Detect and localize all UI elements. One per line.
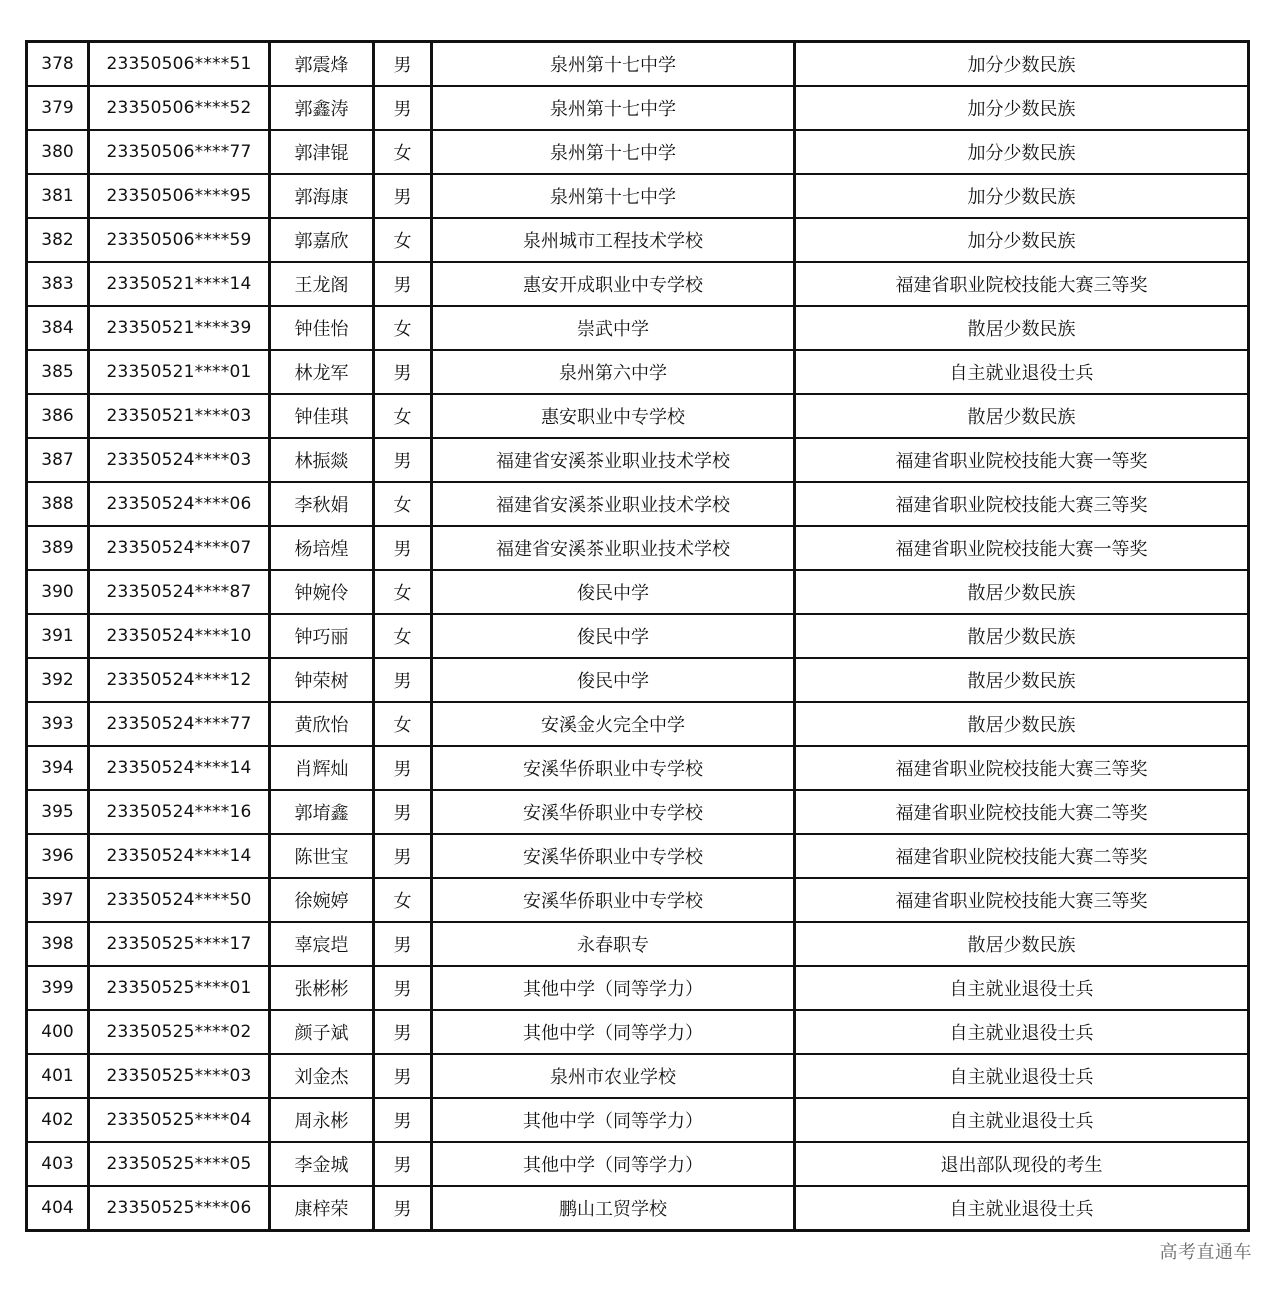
candidate-id-cell: 23350525****03: [89, 1054, 270, 1098]
school-name-cell: 崇武中学: [432, 306, 795, 350]
gender-cell: 男: [374, 350, 432, 394]
row-number-cell: 386: [27, 394, 89, 438]
student-name-cell: 颜子斌: [270, 1010, 374, 1054]
candidate-id-cell: 23350524****77: [89, 702, 270, 746]
gender-cell: 男: [374, 1142, 432, 1186]
student-name-cell: 郭震烽: [270, 42, 374, 87]
row-number-cell: 384: [27, 306, 89, 350]
student-name-cell: 郭津锟: [270, 130, 374, 174]
school-name-cell: 安溪华侨职业中专学校: [432, 834, 795, 878]
student-name-cell: 林龙军: [270, 350, 374, 394]
bonus-category-cell: 散居少数民族: [795, 702, 1249, 746]
candidate-id-cell: 23350521****01: [89, 350, 270, 394]
gender-cell: 男: [374, 834, 432, 878]
table-row: [27, 350, 1249, 394]
school-name-cell: 安溪金火完全中学: [432, 702, 795, 746]
gender-cell: 女: [374, 614, 432, 658]
bonus-category-cell: 散居少数民族: [795, 570, 1249, 614]
table-row: [27, 878, 1249, 922]
candidate-id-cell: 23350506****95: [89, 174, 270, 218]
student-name-cell: 康梓荣: [270, 1186, 374, 1231]
candidate-id-cell: 23350521****03: [89, 394, 270, 438]
row-number-cell: 379: [27, 86, 89, 130]
table-row: [27, 790, 1249, 834]
candidate-id-cell: 23350524****14: [89, 834, 270, 878]
bonus-category-cell: 加分少数民族: [795, 174, 1249, 218]
school-name-cell: 其他中学（同等学力）: [432, 1142, 795, 1186]
gender-cell: 男: [374, 658, 432, 702]
bonus-category-cell: 福建省职业院校技能大赛三等奖: [795, 262, 1249, 306]
row-number-cell: 380: [27, 130, 89, 174]
table-row: [27, 42, 1249, 87]
bonus-category-cell: 散居少数民族: [795, 614, 1249, 658]
gender-cell: 男: [374, 526, 432, 570]
table-row: [27, 966, 1249, 1010]
table-row: [27, 86, 1249, 130]
table-row: [27, 218, 1249, 262]
gender-cell: 男: [374, 1054, 432, 1098]
bonus-category-cell: 福建省职业院校技能大赛一等奖: [795, 526, 1249, 570]
school-name-cell: 永春职专: [432, 922, 795, 966]
student-name-cell: 周永彬: [270, 1098, 374, 1142]
candidate-id-cell: 23350524****07: [89, 526, 270, 570]
student-name-cell: 肖辉灿: [270, 746, 374, 790]
table-body: [27, 42, 1249, 1231]
student-list-table: [25, 40, 1250, 1232]
student-name-cell: 王龙阁: [270, 262, 374, 306]
table-row: [27, 1098, 1249, 1142]
school-name-cell: 泉州第六中学: [432, 350, 795, 394]
bonus-category-cell: 加分少数民族: [795, 86, 1249, 130]
gender-cell: 女: [374, 570, 432, 614]
school-name-cell: 安溪华侨职业中专学校: [432, 878, 795, 922]
candidate-id-cell: 23350506****77: [89, 130, 270, 174]
school-name-cell: 其他中学（同等学力）: [432, 1098, 795, 1142]
bonus-category-cell: 福建省职业院校技能大赛二等奖: [795, 790, 1249, 834]
school-name-cell: 泉州第十七中学: [432, 130, 795, 174]
table-row: [27, 438, 1249, 482]
school-name-cell: 泉州市农业学校: [432, 1054, 795, 1098]
candidate-id-cell: 23350524****12: [89, 658, 270, 702]
candidate-id-cell: 23350525****06: [89, 1186, 270, 1231]
table-row: [27, 526, 1249, 570]
table-row: [27, 922, 1249, 966]
table-row: [27, 262, 1249, 306]
row-number-cell: 397: [27, 878, 89, 922]
candidate-id-cell: 23350524****06: [89, 482, 270, 526]
gender-cell: 男: [374, 790, 432, 834]
school-name-cell: 泉州城市工程技术学校: [432, 218, 795, 262]
school-name-cell: 泉州第十七中学: [432, 86, 795, 130]
school-name-cell: 俊民中学: [432, 614, 795, 658]
table-row: [27, 1010, 1249, 1054]
bonus-category-cell: 加分少数民族: [795, 130, 1249, 174]
student-name-cell: 郭海康: [270, 174, 374, 218]
table-row: [27, 658, 1249, 702]
table-row: [27, 746, 1249, 790]
row-number-cell: 389: [27, 526, 89, 570]
bonus-category-cell: 退出部队现役的考生: [795, 1142, 1249, 1186]
row-number-cell: 393: [27, 702, 89, 746]
candidate-id-cell: 23350506****52: [89, 86, 270, 130]
student-name-cell: 黄欣怡: [270, 702, 374, 746]
table-row: [27, 614, 1249, 658]
row-number-cell: 382: [27, 218, 89, 262]
school-name-cell: 俊民中学: [432, 658, 795, 702]
candidate-id-cell: 23350524****10: [89, 614, 270, 658]
table-row: [27, 130, 1249, 174]
candidate-id-cell: 23350506****51: [89, 42, 270, 87]
school-name-cell: 俊民中学: [432, 570, 795, 614]
school-name-cell: 惠安开成职业中专学校: [432, 262, 795, 306]
gender-cell: 男: [374, 966, 432, 1010]
candidate-id-cell: 23350524****03: [89, 438, 270, 482]
school-name-cell: 福建省安溪茶业职业技术学校: [432, 438, 795, 482]
school-name-cell: 其他中学（同等学力）: [432, 1010, 795, 1054]
gender-cell: 男: [374, 1186, 432, 1231]
gender-cell: 女: [374, 878, 432, 922]
bonus-category-cell: 加分少数民族: [795, 42, 1249, 87]
gender-cell: 男: [374, 174, 432, 218]
student-name-cell: 林振燚: [270, 438, 374, 482]
row-number-cell: 399: [27, 966, 89, 1010]
student-name-cell: 张彬彬: [270, 966, 374, 1010]
gender-cell: 男: [374, 86, 432, 130]
school-name-cell: 其他中学（同等学力）: [432, 966, 795, 1010]
table-row: [27, 174, 1249, 218]
gender-cell: 女: [374, 482, 432, 526]
school-name-cell: 福建省安溪茶业职业技术学校: [432, 482, 795, 526]
gender-cell: 男: [374, 438, 432, 482]
row-number-cell: 396: [27, 834, 89, 878]
bonus-category-cell: 加分少数民族: [795, 218, 1249, 262]
school-name-cell: 福建省安溪茶业职业技术学校: [432, 526, 795, 570]
bonus-category-cell: 散居少数民族: [795, 658, 1249, 702]
row-number-cell: 398: [27, 922, 89, 966]
row-number-cell: 404: [27, 1186, 89, 1231]
bonus-category-cell: 福建省职业院校技能大赛三等奖: [795, 482, 1249, 526]
student-name-cell: 钟巧丽: [270, 614, 374, 658]
table-row: [27, 1186, 1249, 1231]
school-name-cell: 惠安职业中专学校: [432, 394, 795, 438]
row-number-cell: 394: [27, 746, 89, 790]
bonus-category-cell: 福建省职业院校技能大赛三等奖: [795, 746, 1249, 790]
candidate-id-cell: 23350506****59: [89, 218, 270, 262]
table-row: [27, 570, 1249, 614]
school-name-cell: 泉州第十七中学: [432, 174, 795, 218]
bonus-category-cell: 福建省职业院校技能大赛二等奖: [795, 834, 1249, 878]
table-row: [27, 834, 1249, 878]
row-number-cell: 391: [27, 614, 89, 658]
bonus-category-cell: 自主就业退役士兵: [795, 1010, 1249, 1054]
student-name-cell: 辜宸垲: [270, 922, 374, 966]
row-number-cell: 390: [27, 570, 89, 614]
row-number-cell: 383: [27, 262, 89, 306]
student-name-cell: 陈世宝: [270, 834, 374, 878]
row-number-cell: 387: [27, 438, 89, 482]
bonus-category-cell: 散居少数民族: [795, 306, 1249, 350]
student-name-cell: 刘金杰: [270, 1054, 374, 1098]
candidate-id-cell: 23350524****14: [89, 746, 270, 790]
candidate-id-cell: 23350524****16: [89, 790, 270, 834]
gender-cell: 男: [374, 262, 432, 306]
student-name-cell: 钟佳琪: [270, 394, 374, 438]
student-name-cell: 郭嘉欣: [270, 218, 374, 262]
gender-cell: 女: [374, 394, 432, 438]
candidate-id-cell: 23350525****02: [89, 1010, 270, 1054]
row-number-cell: 381: [27, 174, 89, 218]
candidate-id-cell: 23350524****87: [89, 570, 270, 614]
bonus-category-cell: 散居少数民族: [795, 922, 1249, 966]
gender-cell: 男: [374, 1010, 432, 1054]
gender-cell: 女: [374, 130, 432, 174]
gender-cell: 男: [374, 922, 432, 966]
student-name-cell: 钟荣树: [270, 658, 374, 702]
row-number-cell: 385: [27, 350, 89, 394]
candidate-id-cell: 23350524****50: [89, 878, 270, 922]
student-name-cell: 徐婉婷: [270, 878, 374, 922]
candidate-id-cell: 23350521****14: [89, 262, 270, 306]
student-name-cell: 杨培煌: [270, 526, 374, 570]
candidate-id-cell: 23350525****01: [89, 966, 270, 1010]
gender-cell: 男: [374, 1098, 432, 1142]
gender-cell: 男: [374, 42, 432, 87]
watermark-text: 高考直通车: [1159, 1242, 1252, 1263]
row-number-cell: 388: [27, 482, 89, 526]
school-name-cell: 安溪华侨职业中专学校: [432, 790, 795, 834]
student-name-cell: 李秋娟: [270, 482, 374, 526]
row-number-cell: 378: [27, 42, 89, 87]
bonus-category-cell: 自主就业退役士兵: [795, 1186, 1249, 1231]
candidate-id-cell: 23350525****05: [89, 1142, 270, 1186]
table-row: [27, 1054, 1249, 1098]
candidate-id-cell: 23350525****04: [89, 1098, 270, 1142]
school-name-cell: 泉州第十七中学: [432, 42, 795, 87]
school-name-cell: 安溪华侨职业中专学校: [432, 746, 795, 790]
bonus-category-cell: 自主就业退役士兵: [795, 350, 1249, 394]
candidate-id-cell: 23350521****39: [89, 306, 270, 350]
row-number-cell: 392: [27, 658, 89, 702]
student-name-cell: 郭鑫涛: [270, 86, 374, 130]
row-number-cell: 400: [27, 1010, 89, 1054]
table-row: [27, 394, 1249, 438]
bonus-category-cell: 散居少数民族: [795, 394, 1249, 438]
student-name-cell: 李金城: [270, 1142, 374, 1186]
bonus-category-cell: 自主就业退役士兵: [795, 1054, 1249, 1098]
bonus-category-cell: 福建省职业院校技能大赛一等奖: [795, 438, 1249, 482]
gender-cell: 女: [374, 702, 432, 746]
row-number-cell: 403: [27, 1142, 89, 1186]
bonus-category-cell: 自主就业退役士兵: [795, 1098, 1249, 1142]
table-row: [27, 306, 1249, 350]
gender-cell: 男: [374, 746, 432, 790]
bonus-category-cell: 自主就业退役士兵: [795, 966, 1249, 1010]
row-number-cell: 402: [27, 1098, 89, 1142]
gender-cell: 女: [374, 306, 432, 350]
table-row: [27, 482, 1249, 526]
student-name-cell: 郭堉鑫: [270, 790, 374, 834]
school-name-cell: 鹏山工贸学校: [432, 1186, 795, 1231]
bonus-category-cell: 福建省职业院校技能大赛三等奖: [795, 878, 1249, 922]
table-row: [27, 1142, 1249, 1186]
candidate-id-cell: 23350525****17: [89, 922, 270, 966]
row-number-cell: 395: [27, 790, 89, 834]
student-name-cell: 钟婉伶: [270, 570, 374, 614]
table-row: [27, 702, 1249, 746]
row-number-cell: 401: [27, 1054, 89, 1098]
gender-cell: 女: [374, 218, 432, 262]
student-name-cell: 钟佳怡: [270, 306, 374, 350]
